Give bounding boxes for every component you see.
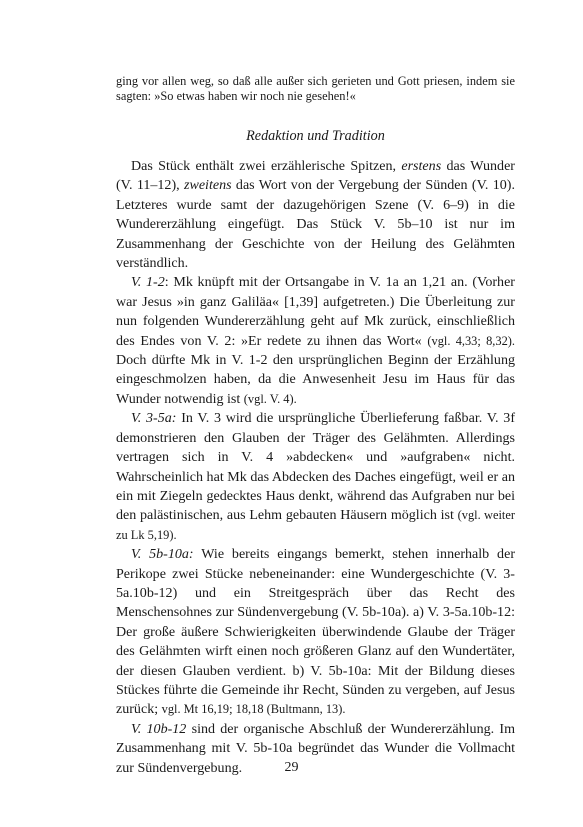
text-span: Wie bereits eingangs bemerkt, stehen innerhalb der Perikope zwei Stücke nebeneinander: eine Wundergeschichte (V. 3-5a.10b-12) und ein Streitgespräch über das Recht des Menschensohnes zur Sündenvergebung (V. 5b-10a). a) V. 3-5a.10b-12: Der große äußere Schwierigkeiten überwindende Glaube der Träger des Gelähmten wirft einen noch größeren Glanz auf den Wundertäter, der diesen Glauben verdient. b) V. 5b-10a: Mit der Bildung dieses Stückes führte die Gemeinde ihr Recht, Sünden zu vergeben, auf Jesus zurück; (116, 546, 515, 718)
italic-span: V. 5b-10a: (131, 546, 194, 563)
italic-span: erstens (401, 158, 442, 174)
body-text (116, 157, 515, 778)
reference-span: vgl. Mt 16,19; 18,18 (Bultmann, 13). (161, 702, 346, 717)
italic-span: V. 1-2 (131, 274, 165, 291)
italic-span: V. 3-5a: (131, 410, 177, 427)
paragraph (116, 157, 515, 273)
section-heading: Redaktion und Tradition (246, 128, 385, 144)
text-span: das Wunder (V. 11–12), (116, 158, 515, 194)
text-span: : Mk knüpft mit der Ortsangabe in V. 1a an 1,21 an. (Vorher war Jesus »in ganz Galiläa« [1,39] aufgetreten.) Die Überleitung zur nun folgenden Wundererzählung geht auf Mk zurück, einschließlich des Endes von V. 2: »Er redete zu ihnen das Wort« (116, 274, 515, 349)
italic-span: V. 10b-12 (131, 720, 187, 737)
reference-span: (vgl. 4,33; 8,32). (427, 333, 515, 348)
reference-span: (vgl. V. 4). (243, 391, 297, 406)
text-span: Das Stück enthält zwei erzählerische Spitzen, (131, 158, 402, 174)
top-passage: ging vor allen weg, so daß alle außer sich gerieten und Gott priesen, indem sie sagten: »So etwas haben wir noch nie gesehen!« (116, 74, 515, 103)
text-span: sind der organische Abschluß der Wundererzählung. Im Zusammenhang mit V. 5b-10a begründet das Wunder die Vollmacht zur Sündenvergebung. (116, 720, 515, 776)
paragraph (116, 273, 515, 409)
text-span: das Wort von der Vergebung der Sünden (V. 10). Letzteres wurde samt der dazugehörigen Szene (V. 6–9) in die Wundererzählung eingefügt. Das Stück V. 5b–10 ist nur im Zusammenhang der Geschichte von der Heilung des Gelähmten verständlich. (116, 177, 515, 272)
text-span: In V. 3 wird die ursprüngliche Überlieferung faßbar. V. 3f demonstrieren den Glauben der Träger des Gelähmten. Allerdings vertragen sich in V. 4 »abdecken« und »aufgraben« nicht. Wahrscheinlich hat Mk das Abdecken des Daches eingefügt, weil er an ein mit Ziegeln gedecktes Haus denkt, während das Aufgraben nur bei den palästinischen, aus Lehm gebauten Häusern möglich ist (116, 410, 515, 524)
italic-span: zweitens (183, 177, 232, 194)
text-span: Doch dürfte Mk in V. 1-2 den ursprünglichen Beginn der Erzählung eingeschmolzen haben, da die Anwesenheit Jesu im Haus für das Wunder notwendig ist (116, 352, 515, 407)
paragraph (116, 545, 515, 720)
page-number: 29 (284, 760, 299, 775)
paragraph (116, 409, 515, 545)
page-text-block (116, 74, 515, 778)
reference-span: (vgl. weiter zu Lk 5,19). (116, 508, 515, 542)
